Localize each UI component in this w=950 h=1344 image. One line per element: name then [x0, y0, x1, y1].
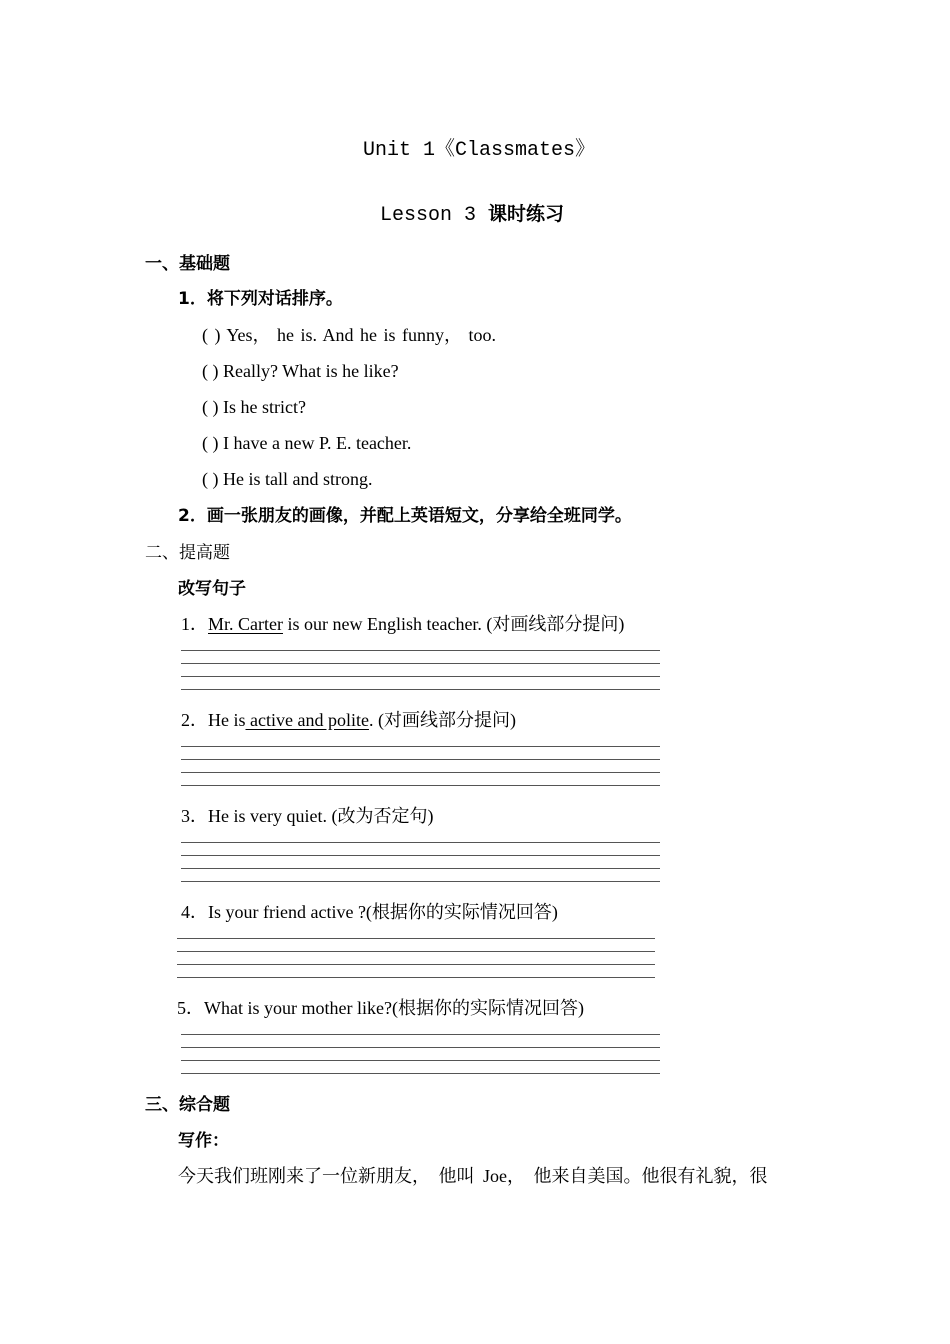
section-2-heading: 二、提高题 — [145, 543, 230, 563]
section-1-heading: 一、基础题 — [145, 254, 230, 274]
underlined-phrase: active and polite — [245, 710, 369, 730]
underlined-phrase: Mr. Carter — [208, 614, 283, 634]
rewrite-item-1: 1．Mr. Carter is our new English teacher. (对画线部分提问) — [181, 614, 625, 634]
section-3-heading: 三、综合题 — [145, 1095, 230, 1115]
dialogue-item: ( ) He is tall and strong. — [202, 469, 373, 489]
dialogue-item: ( ) Really? What is he like? — [202, 361, 399, 381]
lesson-title-cn: 课时练习 — [488, 203, 565, 225]
dialogue-item: ( ) I have a new P. E. teacher. — [202, 433, 412, 453]
question-2-label: 2．画一张朋友的画像，并配上英语短文，分享给全班同学。 — [178, 506, 632, 526]
writing-prompt: 今天我们班刚来了一位新朋友， 他叫 Joe， 他来自美国。他很有礼貌，很 — [178, 1166, 768, 1186]
unit-title: Unit 1《Classmates》 — [363, 139, 596, 162]
rewrite-item-3: 3．He is very quiet. (改为否定句) — [181, 806, 434, 826]
question-1-label: 1．将下列对话排序。 — [178, 289, 343, 309]
dialogue-item: ( ) Yes， he is. And he is funny， too. — [202, 325, 497, 345]
rewrite-item-2: 2．He is active and polite. (对画线部分提问) — [181, 710, 516, 730]
lesson-title-en: Lesson 3 — [380, 204, 489, 227]
rewrite-item-5: 5．What is your mother like?(根据你的实际情况回答) — [177, 998, 584, 1018]
lesson-title — [380, 203, 564, 227]
rewrite-subheading: 改写句子 — [178, 579, 246, 599]
rewrite-item-4: 4．Is your friend active ?(根据你的实际情况回答) — [181, 902, 558, 922]
writing-subheading: 写作： — [178, 1131, 229, 1151]
dialogue-item: ( ) Is he strict? — [202, 397, 306, 417]
